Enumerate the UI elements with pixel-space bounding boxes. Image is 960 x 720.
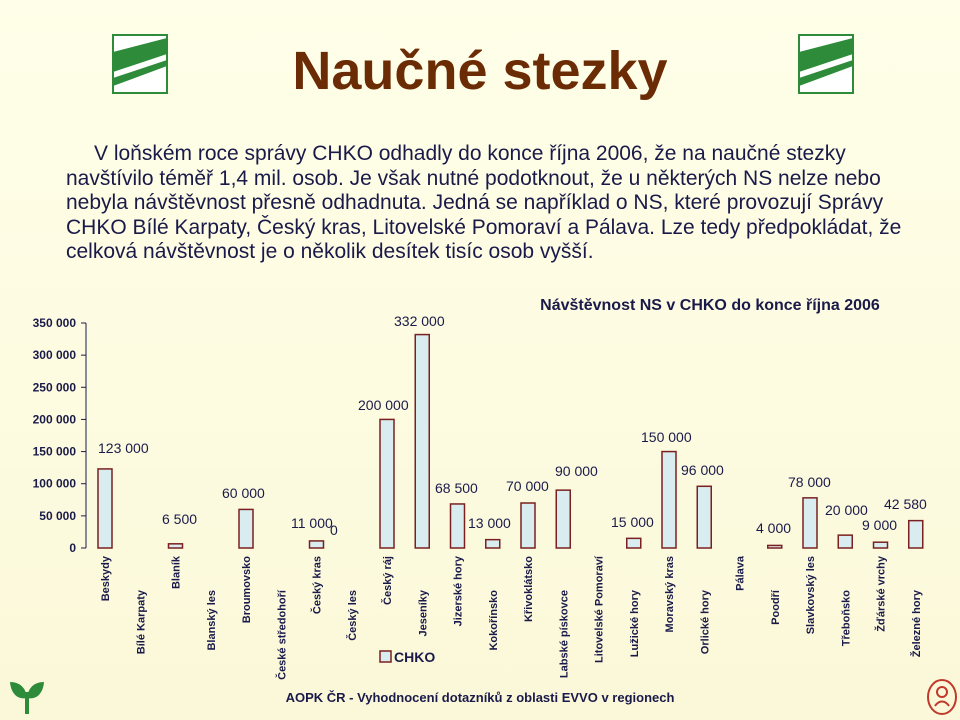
x-tick-label: Broumovsko — [241, 556, 253, 624]
data-label: 96 000 — [681, 462, 724, 478]
data-label: 200 000 — [358, 397, 409, 413]
bar — [169, 544, 183, 548]
intro-paragraph: V loňském roce správy CHKO odhadly do konce října 2006, že na naučné stezky navštívilo téměř 1,4 mil. osob. Je však nutné podotknout, že u některých NS nelze nebo nebyla návštěvnost přesně odhadnuta. Jedná se například o NS, které provozují Správy CHKO Bílé Karpaty, Český kras, Litovelské Pomoraví a Pálava. Lze tedy předpokládat, že celková návštěvnost je o několik desítek tisíc osob vyšší. — [66, 142, 902, 263]
data-label: 13 000 — [468, 515, 511, 531]
x-tick-label: Slavkovský les — [805, 556, 817, 635]
x-tick-label: Blaník — [170, 556, 183, 590]
bar — [627, 538, 641, 548]
data-label: 6 500 — [162, 511, 198, 527]
x-tick-label: Český kras — [311, 556, 324, 615]
y-tick-label: 350 000 — [32, 316, 76, 330]
bar — [415, 335, 429, 548]
bar — [239, 509, 253, 548]
x-tick-label: Žďárské vrchy — [875, 556, 888, 632]
bar — [662, 452, 676, 548]
bar — [451, 504, 465, 548]
y-tick-label: 100 000 — [32, 476, 76, 491]
x-tick-label: Bílé Karpaty — [135, 590, 148, 655]
data-label: 123 000 — [98, 440, 149, 456]
bar — [803, 498, 817, 548]
data-label: 4 000 — [756, 520, 792, 536]
bar — [556, 490, 570, 548]
y-tick-label: 150 000 — [32, 444, 76, 459]
data-label: 20 000 — [825, 502, 868, 518]
x-tick-label: Orlické hory — [699, 590, 712, 655]
y-tick-label: 0 — [69, 541, 76, 555]
data-label: 70 000 — [506, 478, 549, 494]
x-tick-label: Poodří — [769, 590, 782, 625]
x-tick-label: Litovelské Pomoraví — [593, 556, 606, 663]
data-label: 78 000 — [788, 474, 831, 490]
x-tick-label: Třeboňsko — [840, 590, 853, 647]
data-label: 332 000 — [394, 313, 445, 329]
y-tick-label: 50 000 — [39, 508, 76, 523]
data-label: 68 500 — [435, 480, 478, 496]
x-tick-label: Pálava — [734, 556, 747, 591]
x-tick-label: Železné hory — [910, 590, 923, 658]
footer-text: AOPK ČR - Vyhodnocení dotazníků z oblasti EVVO v regionech — [285, 690, 675, 705]
x-tick-label: Křivoklátsko — [523, 556, 535, 623]
x-tick-label: Jizerské hory — [452, 556, 465, 627]
legend-label: CHKO — [394, 649, 436, 665]
x-tick-label: Jeseníky — [417, 590, 430, 637]
x-tick-label: Labské pískovce — [558, 590, 571, 679]
data-label: 11 000 — [291, 515, 333, 531]
x-tick-label: Blanský les — [205, 590, 218, 651]
x-tick-label: Moravský kras — [664, 556, 676, 633]
bar — [909, 521, 923, 548]
legend-swatch — [380, 651, 391, 662]
x-tick-label: Český les — [346, 590, 359, 641]
data-label: 0 — [330, 522, 338, 538]
data-label: 60 000 — [222, 485, 265, 501]
x-tick-label: České středohoří — [276, 590, 289, 680]
x-tick-label: Český ráj — [382, 556, 394, 605]
bar — [838, 535, 852, 548]
bar — [697, 486, 711, 548]
bar — [521, 503, 535, 548]
data-label: 42 580 — [884, 496, 927, 512]
bar — [310, 541, 324, 548]
x-tick-label: Lužické hory — [628, 590, 641, 658]
bar — [380, 419, 394, 548]
bar — [486, 540, 500, 548]
y-tick-label: 250 000 — [32, 380, 76, 395]
data-label: 150 000 — [641, 429, 692, 445]
y-tick-label: 200 000 — [32, 412, 76, 427]
chart-title: Návštěvnost NS v CHKO do konce října 2006 — [540, 297, 880, 314]
bar — [874, 542, 888, 548]
x-tick-label: Beskydy — [100, 556, 112, 602]
y-tick-label: 300 000 — [32, 348, 76, 363]
data-label: 9 000 — [862, 517, 898, 533]
bar — [768, 545, 782, 548]
data-label: 90 000 — [555, 463, 598, 479]
x-tick-label: Kokořínsko — [487, 590, 500, 651]
bar — [98, 469, 112, 548]
page-title: Naučné stezky — [292, 41, 668, 101]
data-label: 15 000 — [611, 514, 654, 530]
